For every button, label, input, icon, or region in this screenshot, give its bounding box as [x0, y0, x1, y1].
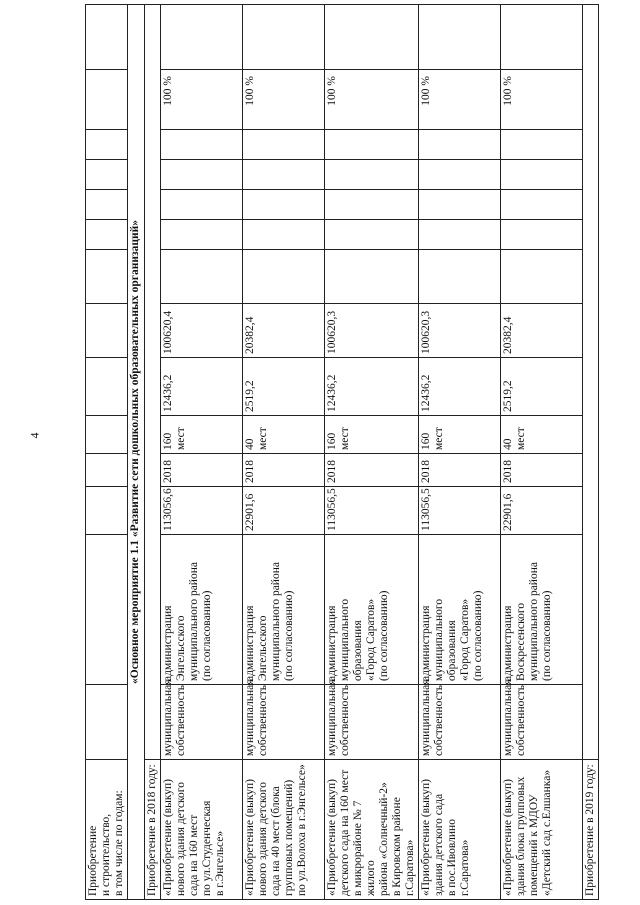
capacity-line: мест: [339, 427, 351, 450]
customer: [243, 535, 325, 685]
customer-line: администрация: [244, 605, 256, 681]
customer-line: (по согласованию): [378, 590, 390, 681]
customer-line: муниципального: [433, 598, 445, 681]
document-sheet: [85, 5, 596, 900]
funding-value-2: 20382,4: [243, 304, 325, 358]
customer-line: администрация: [326, 605, 338, 681]
customer-line: «Город Саратов»: [365, 598, 377, 681]
object-name-line: «Приобретение (выкуп): [420, 779, 432, 896]
customer-line: муниципального района: [528, 562, 540, 681]
object-name-line: помещений к МДОУ: [528, 794, 540, 896]
percent-value: 100 %: [501, 70, 583, 130]
funding-value-1: 2519,2: [243, 358, 325, 416]
customer: [501, 535, 583, 685]
customer-line: муниципального района: [188, 562, 200, 681]
funding-value-2: 100620,4: [161, 304, 243, 358]
object-name-line: «Приобретение (выкуп): [502, 779, 514, 896]
ownership-line: собственность: [433, 684, 445, 756]
capacity: [325, 416, 419, 454]
year-value: 2018: [419, 454, 501, 487]
ownership-line: муниципальная: [420, 679, 432, 756]
capacity: [243, 416, 325, 454]
object-name-line: здания детского сада: [433, 793, 445, 896]
object-name-line: сада на 40 мест (блока: [270, 786, 282, 896]
percent-value: 100 %: [161, 70, 243, 130]
rotated-table-wrapper: [85, 5, 596, 900]
customer-line: (по согласованию): [201, 590, 213, 681]
customer-line: (по согласованию): [283, 590, 295, 681]
customer-line: администрация: [420, 605, 432, 681]
funding-value-1: 2519,2: [501, 358, 583, 416]
cost-value: 113056,6: [161, 487, 243, 535]
customer-line: Воскресенского: [515, 602, 527, 681]
object-name: [501, 760, 583, 900]
percent-value: 100 %: [243, 70, 325, 130]
customer-line: (по согласованию): [541, 590, 553, 681]
capacity: [161, 416, 243, 454]
customer-line: Энгельсского: [175, 615, 187, 681]
percent-value: 100 %: [419, 70, 501, 130]
ownership-line: собственность: [339, 684, 351, 756]
year-value: 2018: [501, 454, 583, 487]
object-name-line: здания блока групповых: [515, 776, 527, 896]
object-name-line: в пос.Ивовлино г.Саратова»: [446, 819, 471, 896]
capacity-line: 160: [420, 432, 432, 450]
object-name-line: района «Солнечный-2»: [378, 782, 390, 896]
year-value: 2018: [243, 454, 325, 487]
header-row: [86, 5, 128, 900]
cost-value: 113056,5: [419, 487, 501, 535]
capacity: [419, 416, 501, 454]
object-name-line: нового здания детского: [257, 782, 269, 896]
funding-value-2: 100620,3: [419, 304, 501, 358]
object-name-line: «Детский сад с.Елшанка»: [541, 769, 553, 896]
object-name-line: в микрорайоне № 7 жилого: [352, 800, 377, 896]
customer-line: администрация: [162, 605, 174, 681]
ownership: [161, 679, 243, 760]
table-row: [243, 5, 325, 900]
header-cell: [86, 760, 128, 900]
customer-line: «Город Саратов»: [459, 598, 471, 681]
capacity-line: 160: [162, 432, 174, 450]
object-name-line: сада на 160 мест: [188, 814, 200, 896]
header-line: Приобретение: [87, 825, 99, 896]
object-name-line: детского сада на 160 мест: [339, 769, 351, 896]
customer-line: Энгельсского: [257, 615, 269, 681]
object-name-line: нового здания детского: [175, 782, 187, 896]
object-name-line: г.Саратова»: [404, 839, 416, 896]
section-2019-label: Приобретение в 2019 году:: [583, 760, 599, 900]
customer: [325, 535, 419, 685]
object-name: [325, 760, 419, 900]
object-name-line: в Кировском районе: [391, 797, 403, 896]
object-name-line: в г.Энгельсе»: [214, 830, 226, 896]
section-row-2018: [145, 5, 161, 900]
object-name: [161, 760, 243, 900]
customer-line: образования: [446, 620, 458, 681]
ownership-line: собственность: [257, 684, 269, 756]
cost-value: 22901,6: [243, 487, 325, 535]
cost-value: 22901,6: [501, 487, 583, 535]
header-line: в том числе по годам:: [113, 790, 125, 896]
object-name: [419, 760, 501, 900]
customer-line: (по согласованию): [472, 590, 484, 681]
table-body: [86, 5, 599, 900]
customer-line: муниципального района: [270, 562, 282, 681]
customer: [419, 535, 501, 685]
ownership: [501, 679, 583, 760]
program-table: [85, 4, 599, 900]
object-name-line: по ул.Волоха в г.Энгельсе»: [296, 764, 308, 896]
capacity: [501, 416, 583, 454]
ownership-line: муниципальная: [162, 679, 174, 756]
page-number: 4: [27, 432, 42, 439]
ownership: [325, 679, 419, 760]
table-row: [419, 5, 501, 900]
ownership-line: муниципальная: [244, 679, 256, 756]
customer-line: образования: [352, 620, 364, 681]
ownership-line: муниципальная: [326, 679, 338, 756]
funding-value-2: 100620,3: [325, 304, 419, 358]
ownership-line: собственность: [515, 684, 527, 756]
object-name-line: «Приобретение (выкуп): [326, 779, 338, 896]
object-name: [243, 760, 325, 900]
ownership: [419, 679, 501, 760]
table-row: [161, 5, 243, 900]
funding-value-1: 12436,2: [419, 358, 501, 416]
object-name-line: по ул.Студенческая: [201, 800, 213, 896]
customer-line: администрация: [502, 605, 514, 681]
capacity-line: 40 мест: [502, 427, 527, 450]
capacity-line: 40 мест: [244, 427, 269, 450]
capacity-line: мест: [175, 427, 187, 450]
section-2018-label: Приобретение в 2018 году:: [145, 760, 161, 900]
percent-value: 100 %: [325, 70, 419, 130]
customer-line: муниципального: [339, 598, 351, 681]
banner-row: [128, 5, 145, 900]
capacity-line: мест: [433, 427, 445, 450]
section-row-2019: [583, 5, 599, 900]
header-line: и строительство,: [100, 813, 112, 896]
funding-value-2: 20382,4: [501, 304, 583, 358]
program-banner: «Основное мероприятие 1.1 «Развитие сети дошкольных образовательных организаций»: [128, 5, 145, 900]
object-name-line: групповых помещений): [283, 779, 295, 896]
table-row: [501, 5, 583, 900]
ownership-line: собственность: [175, 684, 187, 756]
funding-value-1: 12436,2: [161, 358, 243, 416]
capacity-line: 160: [326, 432, 338, 450]
cost-value: 113056,5: [325, 487, 419, 535]
ownership: [243, 679, 325, 760]
funding-value-1: 12436,2: [325, 358, 419, 416]
ownership-line: муниципальная: [502, 679, 514, 756]
year-value: 2018: [161, 454, 243, 487]
object-name-line: «Приобретение (выкуп): [244, 779, 256, 896]
customer: [161, 535, 243, 685]
object-name-line: «Приобретение (выкуп): [162, 779, 174, 896]
table-row: [325, 5, 419, 900]
year-value: 2018: [325, 454, 419, 487]
